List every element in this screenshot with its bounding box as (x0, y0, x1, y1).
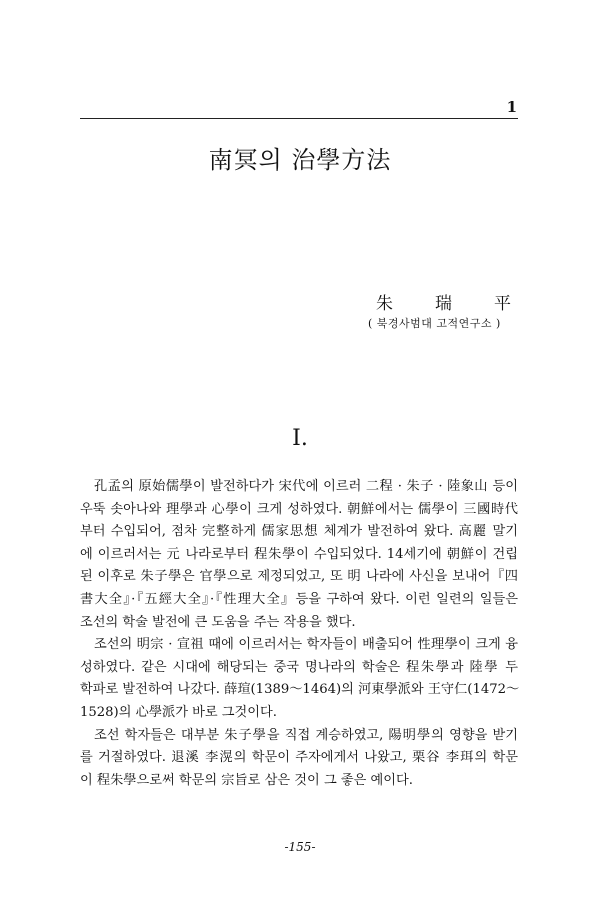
page-number-top: 1 (506, 98, 517, 116)
author-char-3: 平 (494, 294, 511, 314)
paragraph-3 (80, 725, 518, 793)
text-line: 된 이후로 朱子學은 官學으로 제정되었고, 또 明 나라에 사신을 보내어『四 (80, 569, 518, 585)
text-line: 조선의 明宗 · 宣祖 때에 이르러서는 학자들이 배출되어 性理學이 크게 융 (94, 637, 518, 653)
paragraph-1 (80, 476, 518, 634)
text-line: 를 거절하였다. 退溪 李滉의 학문이 주자에게서 나왔고, 栗谷 李珥의 학문 (80, 750, 518, 766)
body-text (80, 476, 518, 792)
text-line: 書大全』·『五經大全』·『性理大全』등을 구하여 왔다. 이런 일련의 일들은 (80, 591, 518, 607)
text-line: 1528)의 心學派가 바로 그것이다. (80, 704, 277, 720)
header-rule (80, 118, 518, 119)
author-affiliation: ( 북경사범대 고적연구소 ) (368, 317, 501, 330)
text-line: 부터 수입되어, 점차 完整하게 儒家思想 체계가 발전하여 왔다. 高麗 말기 (80, 524, 518, 540)
page-number-footer: -155- (284, 840, 316, 854)
text-line: 孔孟의 原始儒學이 발전하다가 宋代에 이르러 二程 · 朱子 · 陸象山 등이 (94, 479, 518, 494)
author-char-1: 朱 (376, 294, 393, 314)
text-line: 조선 학자들은 대부분 朱子學을 직접 계승하였고, 陽明學의 영향을 받기 (94, 727, 518, 743)
page-title: 南冥의 治學方法 (208, 146, 392, 174)
author-char-2: 瑞 (435, 294, 452, 314)
text-line: 조선의 학술 발전에 큰 도움을 주는 작용을 했다. (80, 614, 356, 630)
text-line: 우뚝 솟아나와 理學과 心學이 크게 성하였다. 朝鮮에서는 儒學이 三國時代 (80, 501, 518, 517)
section-heading: Ⅰ. (292, 426, 308, 451)
author-name (376, 289, 511, 314)
paragraph-2 (80, 634, 518, 724)
text-line: 이 程朱學으로써 학문의 宗旨로 삼은 것이 그 좋은 예이다. (80, 772, 413, 788)
text-line: 에 이르러서는 元 나라로부터 程朱學이 수입되었다. 14세기에 朝鮮이 건립 (80, 546, 518, 562)
text-line: 성하였다. 같은 시대에 해당되는 중국 명나라의 학술은 程朱學과 陸學 두 (80, 659, 518, 675)
text-line: 학파로 발전하여 나갔다. 薛瑄(1389～1464)의 河東學派와 王守仁(1472～ (80, 682, 520, 698)
